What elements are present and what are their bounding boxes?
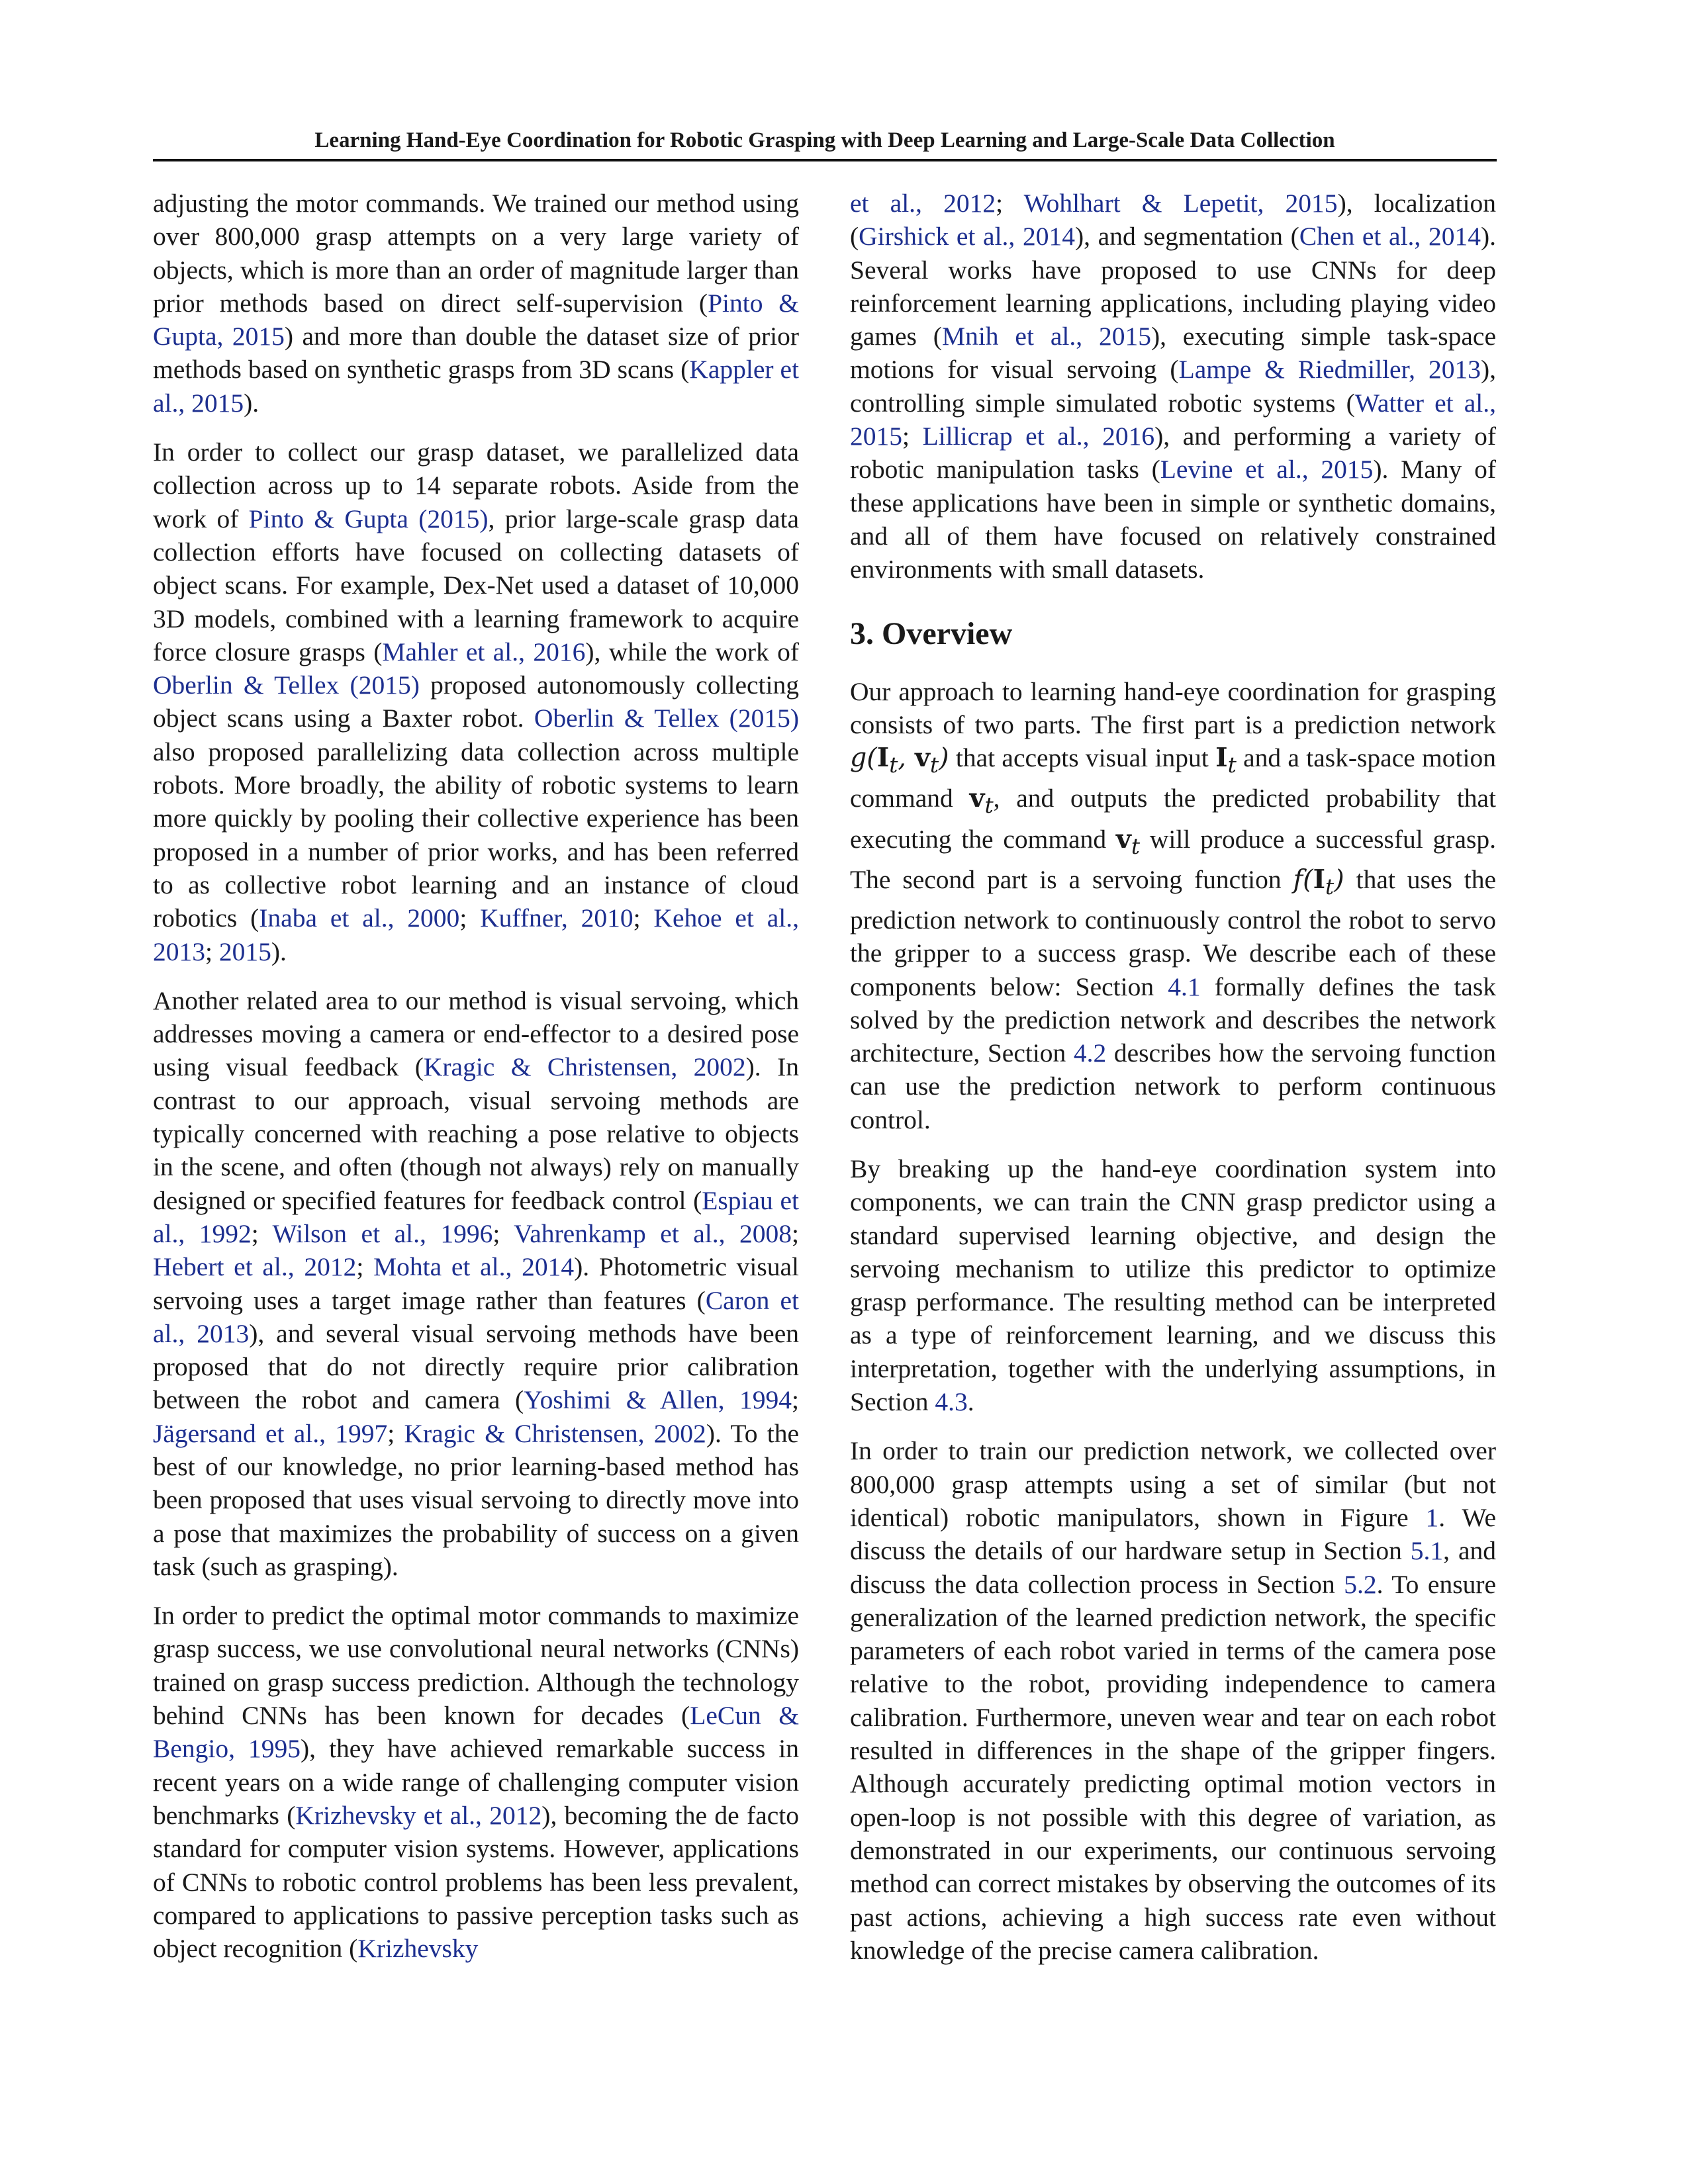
text-run: ), and performing a variety of robotic manipulation tasks ( (850, 422, 1496, 484)
text-run: ), controlling simple simulated robotic systems ( (850, 355, 1496, 418)
citation-link[interactable]: Wilson et al., 1996 (272, 1218, 493, 1248)
section-ref-link[interactable]: 4.2 (1073, 1038, 1107, 1068)
text-run: Our approach to learning hand-eye coordination for grasping consists of two parts. The first part is a prediction network (850, 676, 1496, 739)
text-run: ). In contrast to our approach, visual servoing methods are typically concerned with reaching a pose relative to objects in the scene, and often (though not always) rely on manually designed or specified features for feedback control ( (153, 1052, 799, 1215)
text-run: , and outputs the predicted probability that executing the command (850, 784, 1496, 854)
paragraph (153, 435, 799, 968)
citation-link[interactable]: Pinto & Gupta (2015) (248, 504, 489, 533)
math-symbol: v (1115, 823, 1131, 854)
citation-link[interactable]: Caron et al., 2013 (153, 1285, 800, 1348)
math-subscript: t (1131, 833, 1141, 859)
text-run: ) and more than double the dataset size of prior methods based on synthetic grasps from 3D scans ( (153, 322, 799, 385)
section-ref-link[interactable]: 5.2 (1344, 1569, 1377, 1599)
paragraph (153, 187, 799, 420)
text-run: ; (492, 1218, 514, 1248)
math-expression (850, 743, 949, 778)
math-expression (1293, 864, 1344, 899)
text-run: . We discuss the details of our hardware setup in Section (850, 1502, 1496, 1566)
citation-link[interactable]: Inaba et al., 2000 (259, 903, 460, 933)
left-column (153, 187, 799, 1981)
citation-link[interactable]: et al., 2012 (850, 189, 996, 218)
paragraph (153, 1599, 799, 1965)
text-run: and a task-space motion command (850, 743, 1496, 813)
text-run: ; (633, 903, 654, 933)
citation-link[interactable]: Levine et al., 2015 (1160, 455, 1374, 484)
citation-link[interactable]: Yoshimi & Allen, 1994 (524, 1385, 792, 1415)
text-run: ). Many of these applications have been in simple or synthetic domains, and all of them have focused on relatively constrained environments with small datasets. (850, 455, 1496, 584)
citation-link[interactable]: LeCun & Bengio, 1995 (153, 1701, 800, 1764)
math-expression (969, 783, 994, 819)
text-run: ), and several visual servoing methods have been proposed that do not directly require prior calibration between the robot and camera ( (153, 1318, 799, 1415)
citation-link[interactable]: Vahrenkamp et al., 2008 (514, 1218, 792, 1248)
text-run: In order to predict the optimal motor commands to maximize grasp success, we use convolutional neural networks (CNNs) trained on grasp success prediction. Although the technology behind CNNs has been known for decades ( (153, 1601, 799, 1731)
section-heading: 3. Overview (850, 615, 1013, 651)
math-subscript: t (1227, 752, 1237, 778)
paragraph (850, 1434, 1496, 1967)
text-run: ), becoming the de facto standard for computer vision systems. However, applications of CNNs to robotic control problems has been less prevalent, compared to applications to passive perception tasks such as object recognition ( (153, 1800, 799, 1964)
text-run: ). (244, 388, 259, 418)
citation-link[interactable]: Mohta et al., 2014 (373, 1252, 575, 1282)
math-expression (1215, 743, 1237, 778)
text-run: In order to train our prediction network, we collected over 800,000 grasp attempts using a set of similar (but not identical) robotic manipulators, shown in Figure (850, 1436, 1496, 1532)
math-symbol: I (1215, 743, 1228, 774)
text-run: ). To the best of our knowledge, no prior learning-based method has been proposed that uses visual servoing to directly move into a pose that maximizes the probability of success on a given task (such as grasping). (153, 1418, 799, 1581)
text-run: ). Several works have proposed to use CNNs for deep reinforcement learning applications, including playing video games ( (850, 222, 1496, 351)
text-run: ; (902, 422, 923, 451)
citation-link[interactable]: Chen et al., 2014 (1299, 222, 1481, 251)
math-symbol: v (914, 743, 930, 774)
math-symbol: , (898, 743, 915, 774)
paragraph (850, 675, 1496, 1136)
text-run: ; (387, 1418, 404, 1448)
text-run: . To ensure generalization of the learned prediction network, the specific parameters of each robot varied in terms of the camera pose relative to the robot, providing independence to camera calibration. Furthermore, uneven wear and tear on each robot resulted in differences in the shape of the gripper fingers. Although accurately predicting optimal motion vectors in open-loop is not possible with this degree of variation, as demonstrated in our experiments, our continuous servoing method can correct mistakes by observing the outcomes of its past actions, achieving a high success rate even without knowledge of the precise camera calibration. (850, 1569, 1497, 1965)
running-header: Learning Hand-Eye Coordination for Robotic Grasping with Deep Learning and Large-Scale Data Collection (314, 128, 1335, 152)
citation-link[interactable]: Watter et al., 2015 (850, 388, 1496, 451)
text-run: ). (271, 936, 287, 966)
text-run: adjusting the motor commands. We trained our method using over 800,000 grasp attempts on a very large variety of objects, which is more than an order of magnitude larger than prior methods based on direct self-supervision ( (153, 189, 799, 318)
math-expression (1115, 823, 1141, 859)
text-run: formally defines the task solved by the prediction network and describes the network architecture, Section (850, 972, 1497, 1068)
citation-link[interactable]: Kappler et al., 2015 (153, 355, 799, 418)
text-run: also proposed parallelizing data collection across multiple robots. More broadly, the ability of robotic systems to learn more quickly by pooling their collective experience has been proposed in a number of prior works, and has been referred to as collective robot learning and an instance of cloud robotics ( (153, 737, 799, 933)
math-symbol: v (969, 783, 985, 814)
citation-link[interactable]: Lampe & Riedmiller, 2013 (1178, 355, 1481, 385)
section-ref-link[interactable]: 5.1 (1410, 1536, 1444, 1566)
text-run: ; (792, 1218, 799, 1248)
text-run: ; (792, 1385, 799, 1415)
citation-link[interactable]: Mahler et al., 2016 (382, 637, 586, 666)
text-run: ), executing simple task-space motions for visual servoing ( (850, 322, 1496, 385)
math-subscript: t (889, 752, 898, 778)
section-ref-link[interactable]: 4.3 (935, 1387, 968, 1417)
citation-link[interactable]: Jägersand et al., 1997 (153, 1418, 388, 1448)
citation-link[interactable]: Kragic & Christensen, 2002 (423, 1052, 746, 1082)
math-subscript: t (1325, 873, 1335, 899)
citation-link[interactable]: Mnih et al., 2015 (941, 322, 1151, 351)
math-symbol: I (1313, 864, 1326, 895)
citation-link[interactable]: Kragic & Christensen, 2002 (404, 1418, 706, 1448)
header-rule (153, 159, 1497, 161)
text-run: describes how the servoing function can use the prediction network to perform continuous control. (850, 1038, 1497, 1134)
math-subscript: t (984, 792, 994, 819)
citation-link[interactable]: Wohlhart & Lepetit, 2015 (1023, 189, 1338, 218)
text-run: ; (459, 903, 481, 933)
text-run: Another related area to our method is visual servoing, which addresses moving a camera or end-effector to a desired pose using visual feedback ( (153, 985, 799, 1082)
math-symbol: ) (1334, 864, 1344, 895)
citation-link[interactable]: Kuffner, 2010 (480, 903, 633, 933)
text-run: ), while the work of (585, 637, 800, 666)
paragraph (850, 187, 1496, 586)
math-symbol: I (876, 743, 890, 774)
text-run: ; (251, 1218, 273, 1248)
paragraph (850, 1152, 1496, 1418)
citation-link[interactable]: Espiau et al., 1992 (153, 1185, 799, 1248)
right-column (850, 187, 1496, 1983)
math-symbol: f( (1293, 864, 1313, 895)
citation-link[interactable]: Kehoe et al., 2013 (153, 903, 799, 966)
math-subscript: t (929, 752, 939, 778)
citation-link[interactable]: Krizhevsky et al., 2012 (295, 1800, 542, 1830)
math-symbol: g( (850, 743, 877, 774)
text-run: By breaking up the hand-eye coordination system into components, we can train the CNN grasp predictor using a standard supervised learning objective, and design the servoing mechanism to utilize this predictor to optimize grasp performance. The resulting method can be interpreted as a type of reinforcement learning, and we discuss this interpretation, together with the underlying assumptions, in Section (850, 1154, 1496, 1417)
text-run: ; (996, 189, 1024, 218)
text-run: ), they have achieved remarkable success in recent years on a wide range of challenging computer vision benchmarks ( (153, 1734, 799, 1830)
paragraph (153, 984, 799, 1583)
text-run: that accepts visual input (949, 743, 1216, 773)
citation-link[interactable]: Pinto & Gupta, 2015 (153, 288, 799, 351)
text-run: ), and segmentation ( (1074, 222, 1299, 251)
citation-link[interactable]: Oberlin & Tellex (2015) (534, 704, 799, 733)
text-run: , and discuss the data collection process in Section (850, 1536, 1496, 1599)
text-run: that uses the prediction network to continuously control the robot to servo the gripper to a success grasp. We describe each of these components below: Section (850, 864, 1496, 1001)
citation-link[interactable]: Hebert et al., 2012 (153, 1252, 357, 1282)
text-run: ). Photometric visual servoing uses a target image rather than features ( (153, 1252, 799, 1315)
text-run: will produce a successful grasp. The second part is a servoing function (850, 824, 1496, 894)
text-run: , prior large-scale grasp data collection efforts have focused on collecting datasets of object scans. For example, Dex-Net used a dataset of 10,000 3D models, combined with a learning framework to acquire force closure grasps ( (153, 504, 800, 666)
text-run: . (967, 1387, 974, 1417)
citation-link[interactable]: Girshick et al., 2014 (859, 222, 1075, 251)
citation-link[interactable]: 2015 (218, 936, 271, 966)
text-run: proposed autonomously collecting object scans using a Baxter robot. (153, 670, 799, 733)
citation-link[interactable]: Lillicrap et al., 2016 (922, 422, 1155, 451)
text-run: ; (356, 1252, 374, 1282)
math-symbol: ) (939, 743, 949, 774)
section-ref-link[interactable]: 4.1 (1168, 972, 1201, 1001)
text-run: ), localization ( (850, 189, 1497, 251)
figure-ref-link[interactable]: 1 (1425, 1502, 1439, 1532)
citation-link[interactable]: Krizhevsky (357, 1934, 479, 1964)
text-run: In order to collect our grasp dataset, we parallelized data collection across up to 14 separate robots. Aside from the work of (153, 437, 799, 533)
citation-link[interactable]: Oberlin & Tellex (2015) (153, 670, 420, 700)
text-run: ; (205, 936, 219, 966)
